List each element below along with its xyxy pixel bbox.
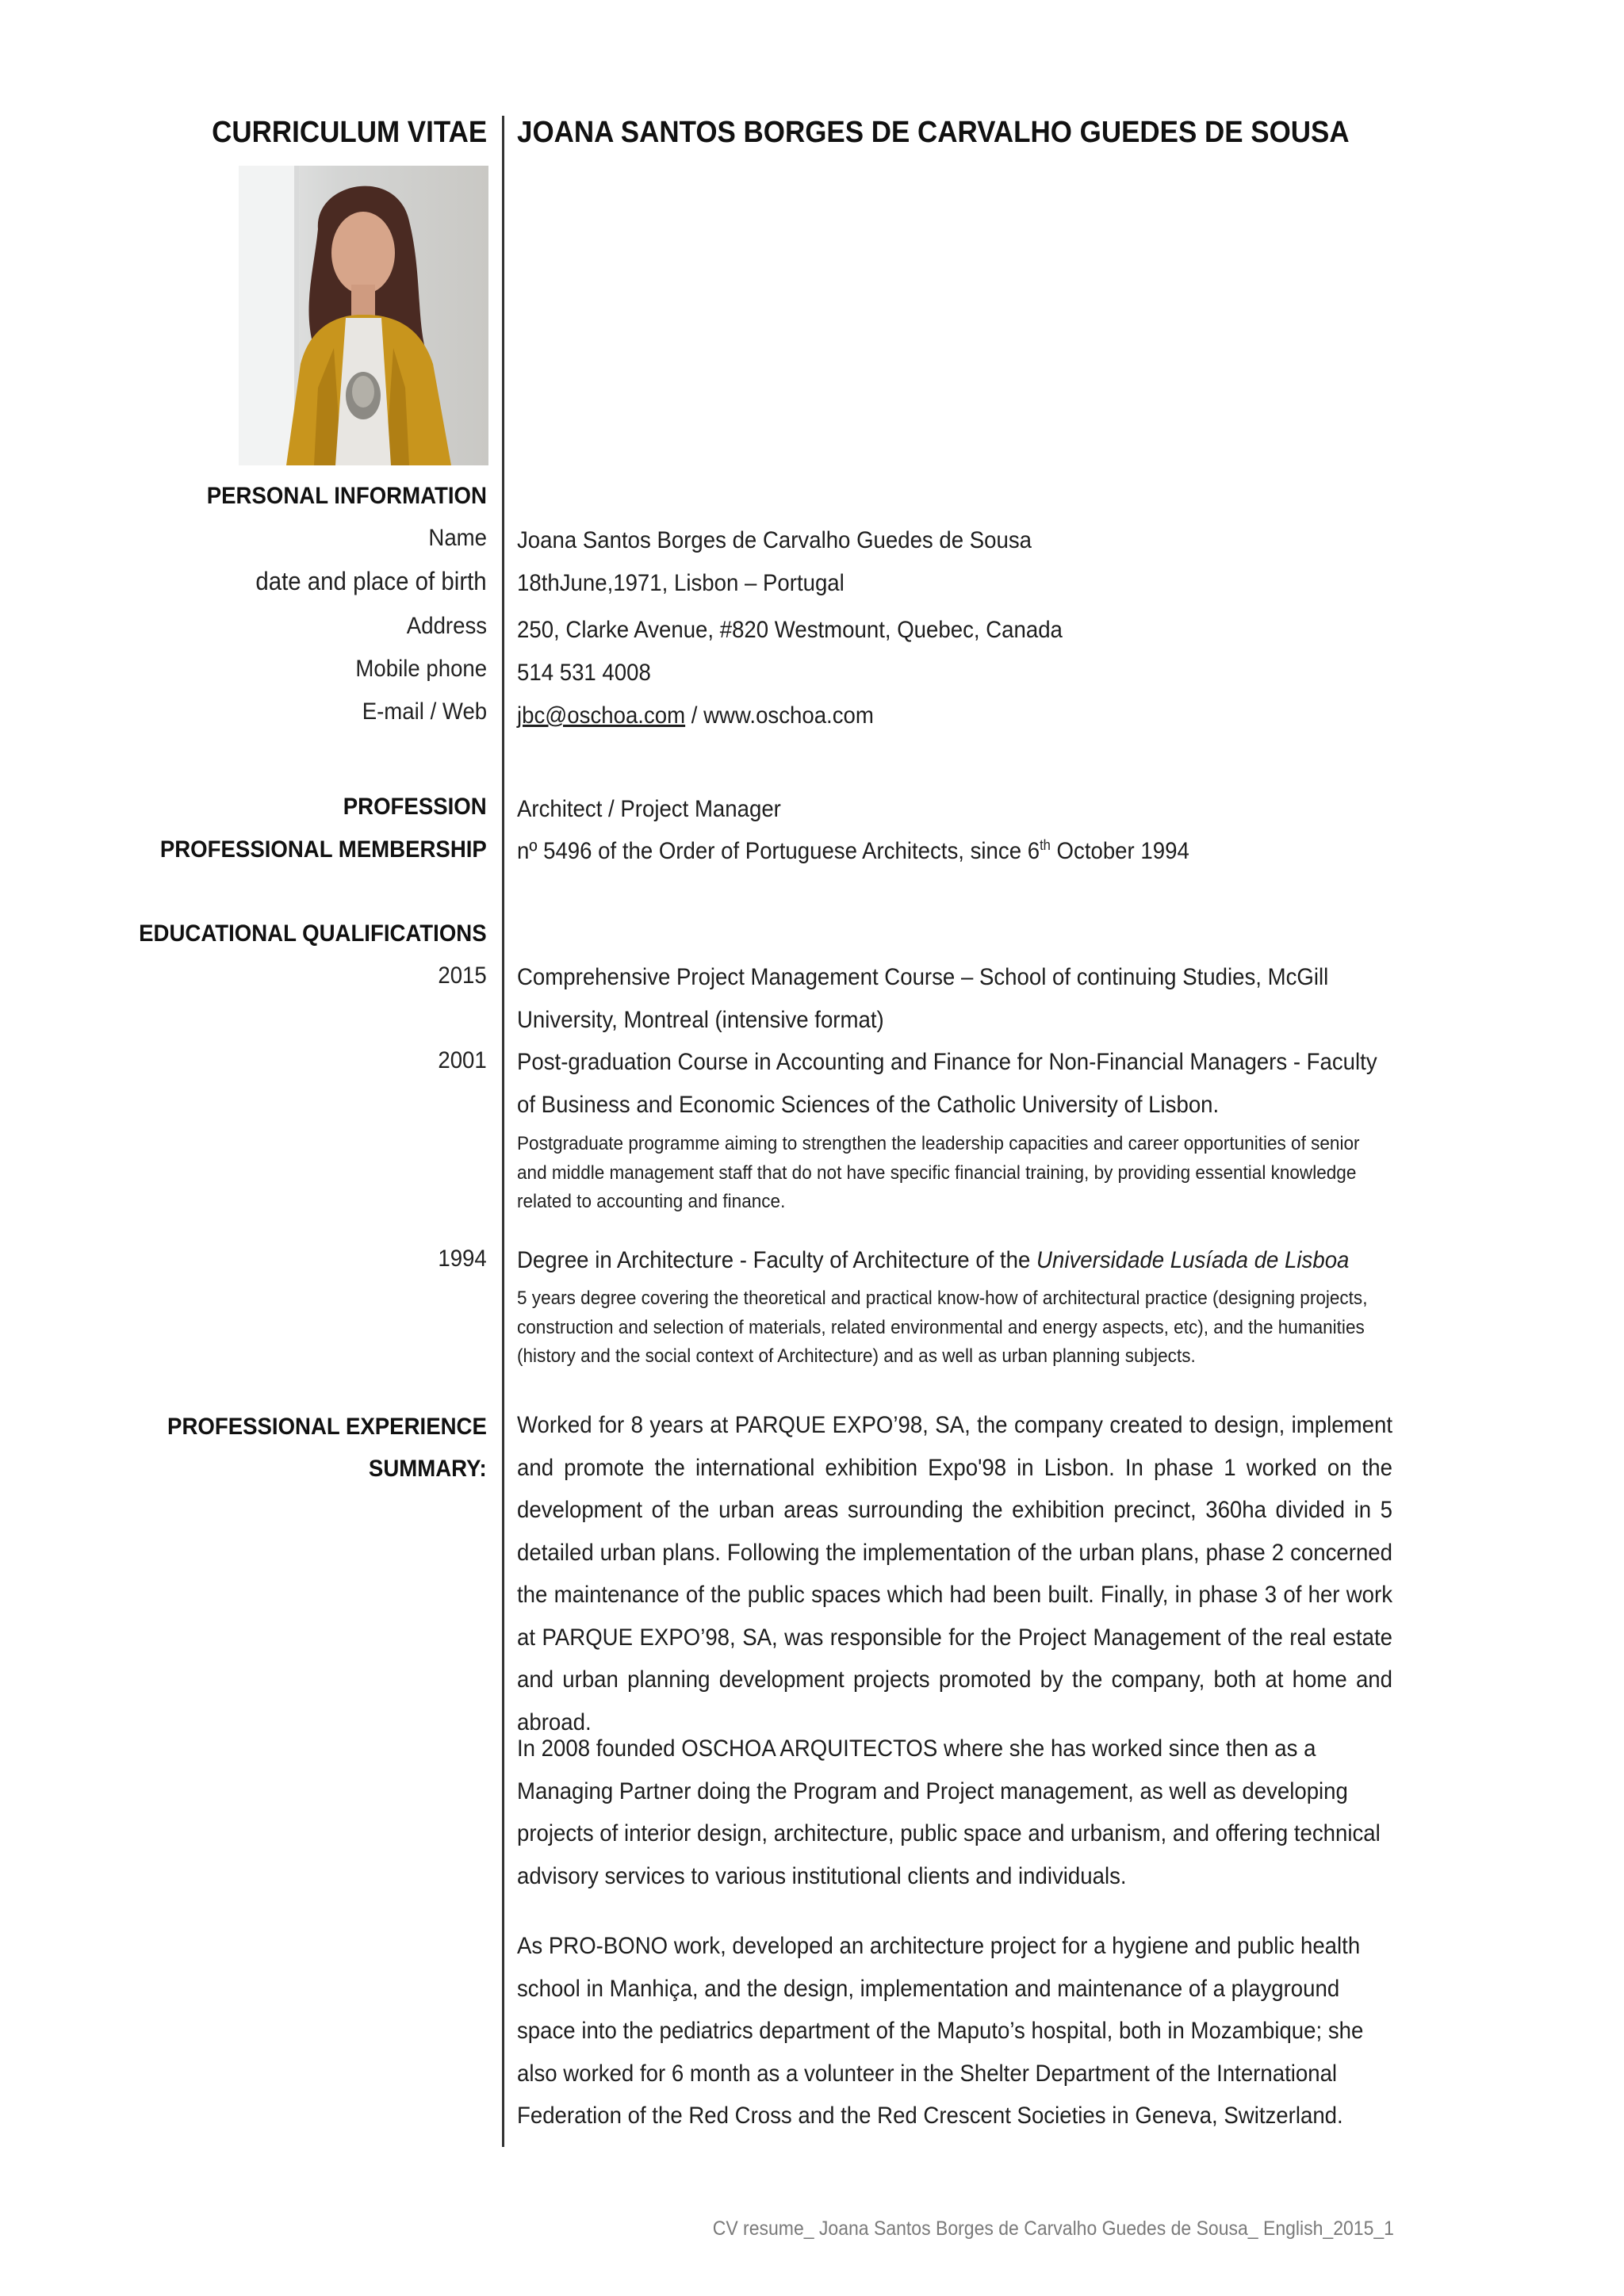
profile-photo [239,166,488,465]
name-label: Name [428,525,487,551]
edu-year-2001: 2001 [438,1047,487,1073]
edu-1994-text: Degree in Architecture - Faculty of Architecture of the [517,1247,1037,1273]
phone-label: Mobile phone [355,656,487,682]
membership-sup: th [1040,837,1051,853]
edu-desc-1994: 5 years degree covering the theoretical and practical know-how of architectural practice (designing projects, construction and selection of materials, related environmental and energy aspects, etc), and the humanities (history and the social context of Architecture) and as well as urban planning subjects. [517,1288,1368,1367]
edu-year-1994: 1994 [438,1246,487,1272]
edu-1994-institution: Universidade Lusíada de Lisboa [1036,1247,1350,1273]
experience-heading: PROFESSIONAL EXPERIENCE [167,1414,487,1440]
address-value: 250, Clarke Avenue, #820 Westmount, Quebec, Canada [517,617,1063,643]
web-text: / www.oschoa.com [685,702,874,729]
column-divider [502,116,504,2147]
full-name-title: JOANA SANTOS BORGES DE CARVALHO GUEDES DE SOUSA [517,116,1350,149]
personal-info-heading: PERSONAL INFORMATION [206,483,487,509]
email-label: E-mail / Web [362,698,487,725]
email-web-value [517,702,874,729]
membership-value [517,837,1189,865]
dob-value: 18thJune,1971, Lisbon – Portugal [517,570,845,596]
edu-item-1994 [517,1247,1349,1274]
experience-paragraph-1: Worked for 8 years at PARQUE EXPO’98, SA, the company created to design, implement and promote the international exhibition Expo'98 in Lisbon. In phase 1 worked on the development of the urban areas surrounding the exhibition precinct, 360ha divided in 5 detailed urban plans. Following the implementation of the urban plans, phase 2 concerned the maintenance of the public spaces which had been built. Finally, in phase 3 of her work at PARQUE EXPO’98, SA, was responsible for the Project Management of the real estate and urban planning development projects promoted by the company, both at home and abroad. [517,1412,1392,1735]
membership-text: nº 5496 of the Order of Portuguese Architects, since 6 [517,838,1040,864]
page-footer: CV resume_ Joana Santos Borges de Carvalho Guedes de Sousa_ English_2015_1 [712,2218,1394,2240]
edu-desc-2001: Postgraduate programme aiming to strengthen the leadership capacities and career opportunities of senior and middle management staff that do not have specific financial training, by providing essential knowledge related to accounting and finance. [517,1133,1360,1212]
phone-value: 514 531 4008 [517,660,651,686]
membership-label: PROFESSIONAL MEMBERSHIP [159,836,487,863]
dob-label: date and place of birth [255,567,487,595]
portrait-image [239,166,488,465]
name-value: Joana Santos Borges de Carvalho Guedes de Sousa [517,527,1032,553]
edu-item-2015: Comprehensive Project Management Course – School of continuing Studies, McGill University, Montreal (intensive format) [517,964,1329,1033]
experience-heading-2: SUMMARY: [369,1456,487,1482]
profession-label: PROFESSION [343,794,487,820]
profession-value: Architect / Project Manager [517,796,781,822]
edu-item-2001: Post-graduation Course in Accounting and Finance for Non-Financial Managers - Faculty of Business and Economic Sciences of the Catholic University of Lisbon. [517,1049,1377,1118]
experience-paragraph-3: As PRO-BONO work, developed an architecture project for a hygiene and public health school in Manhiça, and the design, implementation and maintenance of a playground space into the pediatrics department of the Maputo’s hospital, both in Mozambique; she also worked for 6 month as a volunteer in the Shelter Department of the International Federation of the Red Cross and the Red Crescent Societies in Geneva, Switzerland. [517,1933,1364,2129]
email-link[interactable]: jbc@oschoa.com [517,702,686,729]
education-heading: EDUCATIONAL QUALIFICATIONS [139,920,487,947]
cv-heading: CURRICULUM VITAE [212,116,487,149]
address-label: Address [406,613,487,639]
experience-paragraph-2: In 2008 founded OSCHOA ARQUITECTOS where she has worked since then as a Managing Partner doing the Program and Project management, as well as developing projects of interior design, architecture, public space and urbanism, and offering technical advisory services to various institutional clients and individuals. [517,1735,1381,1889]
membership-text-end: October 1994 [1050,838,1189,864]
edu-year-2015: 2015 [438,962,487,989]
